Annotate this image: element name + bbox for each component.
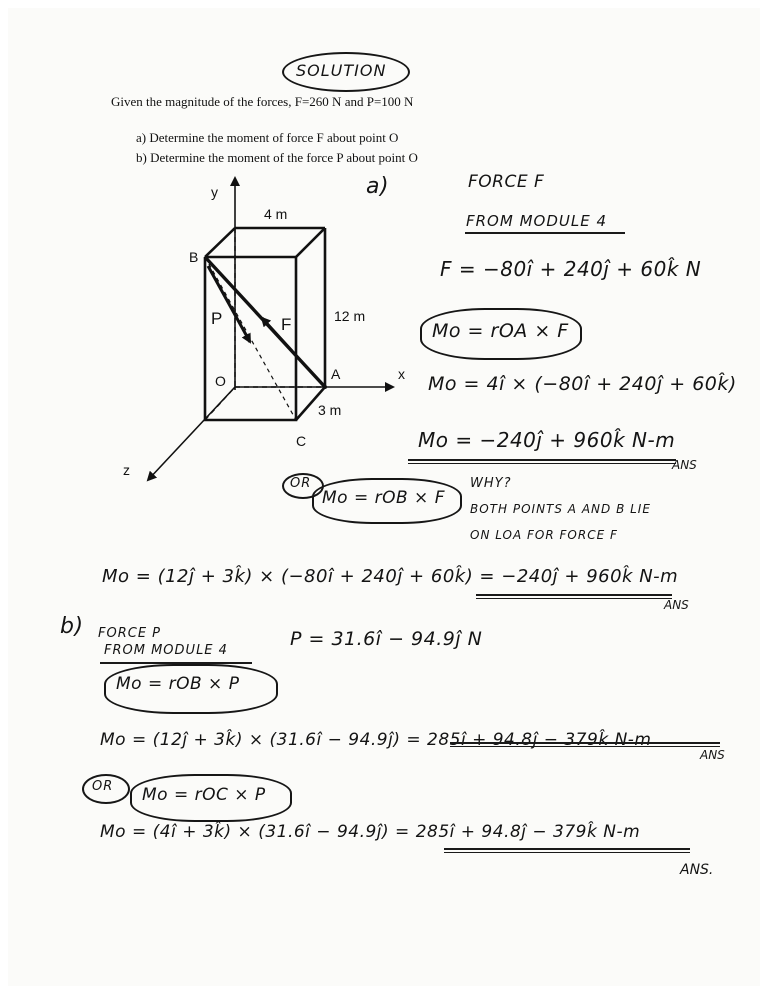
dim-height: 12 m bbox=[334, 308, 366, 324]
label-z-axis: z bbox=[123, 462, 130, 478]
solution-title: SOLUTION bbox=[296, 61, 387, 80]
ans-a: ANS bbox=[672, 458, 697, 472]
reason-line-1: BOTH POINTS A AND B LIE bbox=[470, 502, 651, 516]
dim-width: 4 m bbox=[264, 206, 288, 222]
ans-b-2: ANS. bbox=[680, 862, 714, 878]
alt-formula-a: Mo = rOB × F bbox=[322, 488, 445, 508]
force-p-arrow bbox=[208, 266, 250, 342]
point-o-label: O bbox=[215, 373, 226, 389]
point-c-label: C bbox=[296, 433, 307, 449]
point-b-label: B bbox=[189, 249, 199, 265]
question-a: a) Determine the moment of force F about point O bbox=[136, 130, 399, 145]
part-b-label: b) bbox=[60, 614, 84, 639]
part-a-force-title: FORCE F bbox=[468, 172, 545, 192]
label-y-axis: y bbox=[211, 184, 218, 200]
part-b-from-module: FROM MODULE 4 bbox=[104, 643, 228, 658]
force-p-label: P bbox=[211, 309, 223, 328]
formula-a: Mo = rOA × F bbox=[432, 320, 569, 342]
ans-a-2: ANS bbox=[664, 598, 689, 612]
step-a: Mo = 4î × (−80î + 240ĵ + 60k̂) bbox=[428, 373, 737, 395]
force-f-label: F bbox=[281, 315, 292, 334]
or-a: OR bbox=[290, 476, 312, 491]
formula-b: Mo = rOB × P bbox=[116, 674, 240, 694]
part-a-label: a) bbox=[366, 174, 390, 199]
step-b: Mo = (12ĵ + 3k̂) × (31.6î − 94.9ĵ) = 285î + 94.8ĵ − 379k̂ N-m bbox=[100, 730, 652, 750]
alt-step-a: Mo = (12ĵ + 3k̂) × (−80î + 240ĵ + 60k̂) = −240ĵ + 960k̂ N-m bbox=[102, 566, 679, 587]
question-b: b) Determine the moment of the force P about point O bbox=[136, 150, 418, 165]
or-b: OR bbox=[92, 779, 114, 794]
ans-b: ANS bbox=[700, 748, 725, 762]
alt-formula-b: Mo = rOC × P bbox=[142, 785, 266, 805]
alt-step-b: Mo = (4î + 3k̂) × (31.6î − 94.9ĵ) = 285î + 94.8ĵ − 379k̂ N-m bbox=[100, 822, 641, 842]
point-a-label: A bbox=[331, 366, 341, 382]
z-axis bbox=[148, 387, 235, 480]
why-note: WHY? bbox=[470, 476, 512, 491]
given-statement: Given the magnitude of the forces, F=260 N and P=100 N bbox=[111, 94, 414, 109]
dim-depth: 3 m bbox=[318, 402, 342, 418]
label-x-axis: x bbox=[398, 366, 405, 382]
box-top-left bbox=[205, 228, 235, 257]
part-a-from-module: FROM MODULE 4 bbox=[466, 212, 607, 230]
box-top-right bbox=[296, 228, 325, 257]
reason-line-2: ON LOA FOR FORCE F bbox=[470, 528, 618, 542]
result-a: Mo = −240ĵ + 960k̂ N-m bbox=[418, 428, 676, 452]
part-b-force-title: FORCE P bbox=[98, 626, 162, 641]
p-vector: P = 31.6î − 94.9ĵ N bbox=[290, 628, 483, 650]
f-vector: F = −80î + 240ĵ + 60k̂ N bbox=[440, 257, 702, 281]
